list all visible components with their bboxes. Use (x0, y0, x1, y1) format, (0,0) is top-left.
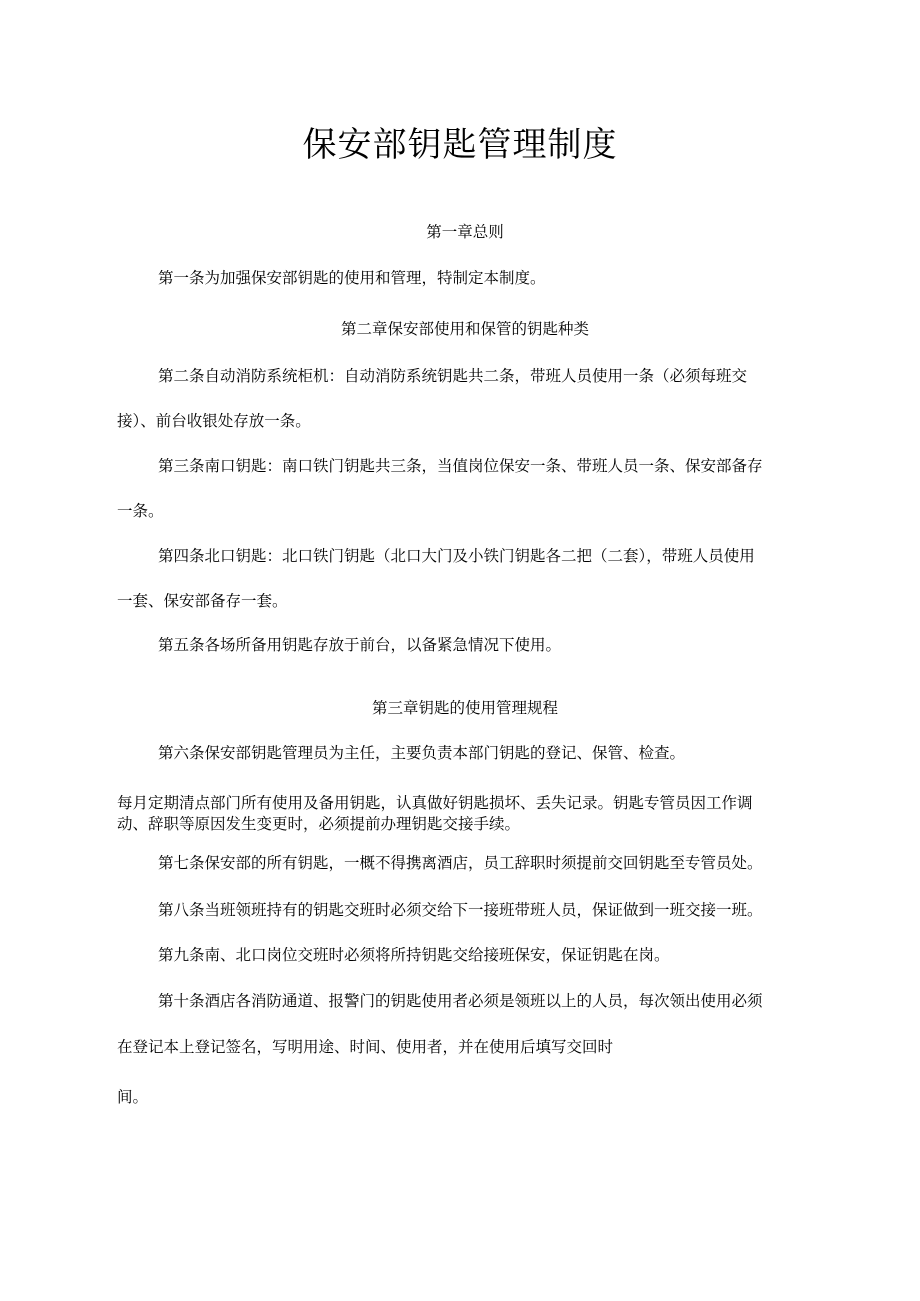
article-3-line-1: 第三条南口钥匙：南口铁门钥匙共三条，当值岗位保安一条、带班人员一条、保安部备存 (158, 457, 763, 475)
chapter-2-heading: 第二章保安部使用和保管的钥匙种类 (340, 320, 589, 338)
article-7: 第七条保安部的所有钥匙，一概不得携离酒店，员工辞职时须提前交回钥匙至专管员处。 (158, 854, 763, 872)
article-2-line-2: 接）、前台收银处存放一条。 (117, 412, 311, 430)
article-10-line-2: 在登记本上登记签名，写明用途、时间、使用者，并在使用后填写交回时 (117, 1038, 614, 1056)
article-6-continuation (117, 793, 817, 835)
chapter-3-heading: 第三章钥匙的使用管理规程 (371, 699, 558, 717)
chapter-1-heading: 第一章总则 (426, 223, 504, 241)
article-3-line-2: 一条。 (117, 502, 164, 520)
article-2-line-1: 第二条自动消防系统柜机：自动消防系统钥匙共二条，带班人员使用一条（必须每班交 (158, 367, 748, 385)
article-10-line-1: 第十条酒店各消防通道、报警门的钥匙使用者必须是领班以上的人员，每次领出使用必须 (158, 992, 763, 1010)
article-9: 第九条南、北口岗位交班时必须将所持钥匙交给接班保安，保证钥匙在岗。 (158, 946, 670, 964)
article-4-line-2: 一套、保安部备存一套。 (117, 592, 288, 610)
article-1: 第一条为加强保安部钥匙的使用和管理，特制定本制度。 (158, 269, 546, 287)
article-5: 第五条各场所备用钥匙存放于前台，以备紧急情况下使用。 (158, 636, 562, 654)
article-6-line-2: 每月定期清点部门所有使用及备用钥匙，认真做好钥匙损坏、丢失记录。钥匙专管员因工作调 (117, 794, 753, 812)
article-6-line-1: 第六条保安部钥匙管理员为主任，主要负责本部门钥匙的登记、保管、检查。 (158, 744, 686, 762)
article-10-line-3: 间。 (117, 1088, 149, 1106)
article-8: 第八条当班领班持有的钥匙交班时必须交给下一接班带班人员，保证做到一班交接一班。 (158, 901, 763, 919)
document-title: 保安部钥匙管理制度 (302, 125, 618, 165)
article-4-line-1: 第四条北口钥匙：北口铁门钥匙（北口大门及小铁门钥匙各二把（二套），带班人员使用 (158, 547, 755, 565)
article-6-line-3: 动、辞职等原因发生变更时，必须提前办理钥匙交接手续。 (117, 815, 521, 833)
